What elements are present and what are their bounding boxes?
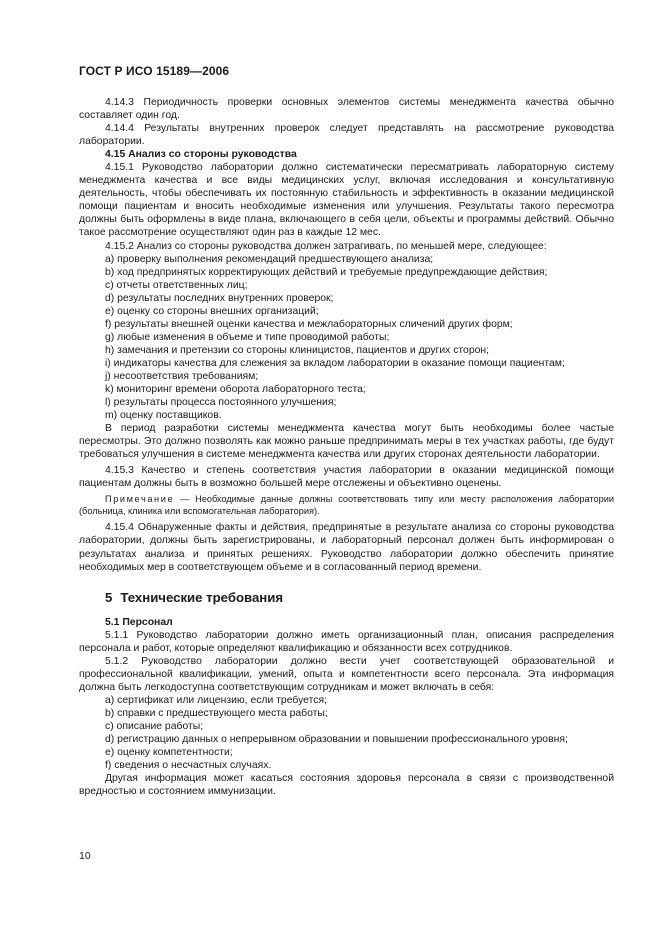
list-item: k) мониторинг времени оборота лабораторного теста; xyxy=(105,384,366,396)
list-4-15-2 xyxy=(79,253,614,423)
list-item: a) сертификат или лицензию, если требуется; xyxy=(105,694,327,706)
list-item: a) проверку выполнения рекомендаций предшествующего анализа; xyxy=(105,253,434,265)
list-item: c) отчеты ответственных лиц; xyxy=(105,279,248,291)
paragraph-period: В период разработки системы менеджмента качества могут быть необходимы более частые пересмотры. Это должно позволять как можно раньше предпринимать меры в тех участках работы, где будут требоваться улучшения в системе менеджмента качества или других сторонах деятельности лаборатории. xyxy=(79,423,614,461)
list-item: e) оценку со стороны внешних организаций; xyxy=(105,305,319,317)
list-item: g) любые изменения в объеме и типе проводимой работы; xyxy=(105,331,390,343)
list-item: h) замечания и претензии со стороны клиницистов, пациентов и других сторон; xyxy=(105,344,490,356)
paragraph-4-15-3: 4.15.3 Качество и степень соответствия участия лаборатории в оказании медицинской помощи пациентам должны быть в возможно большей мере отслежены и объективно оценены. xyxy=(79,465,614,490)
note-text: — Необходимые данные должны соответствовать типу или месту расположения лаборатории (больница, клиника или вспомогательная лаборатория). xyxy=(79,494,614,517)
list-item: f) результаты внешней оценки качества и межлабораторных сличений других форм; xyxy=(105,318,513,330)
paragraph-5-1-2: 5.1.2 Руководство лаборатории должно вести учет соответствующей образовательной и профессиональной квалификации, умений, опыта и компетентности всего персонала. Эта информация должна быть легкодоступна соответствующим сотрудникам и может включать в себя: xyxy=(79,655,614,693)
note xyxy=(79,493,614,517)
section-title: Технические требования xyxy=(120,589,284,605)
document-header: ГОСТ Р ИСО 15189—2006 xyxy=(79,64,230,78)
page-number: 10 xyxy=(79,850,91,862)
note-label: Примечание xyxy=(105,494,175,505)
list-item: j) несоответствия требованиям; xyxy=(105,370,259,382)
list-item: b) справки с предшествующего места работы; xyxy=(105,707,328,719)
paragraph-4-15-1: 4.15.1 Руководство лаборатории должно систематически пересматривать лабораторную систему менеджмента качества и все виды медицинских услуг, включая исследования и консультативную деятельность, чтобы обеспечивать их постоянную стабильность и эффективность в оказании медицинской помощи пациентам и вносить необходимые изменения или улучшения. Результаты такого пересмотра должны быть оформлены в виде плана, включающего в себя цели, объекты и программы действий. Обычно такое рассмотрение осуществляют один раз в каждые 12 мес. xyxy=(79,162,614,239)
paragraph-4-14-4: 4.14.4 Результаты внутренних проверок следует представлять на рассмотрение руководства лаборатории. xyxy=(79,123,614,148)
list-item: f) сведения о несчастных случаях. xyxy=(105,760,272,772)
paragraph-4-14-3: 4.14.3 Периодичность проверки основных элементов системы менеджмента качества обычно составляет один год. xyxy=(79,97,614,122)
list-5-1-2 xyxy=(79,694,614,772)
list-item: c) описание работы; xyxy=(105,721,204,733)
paragraph-5-1-1: 5.1.1 Руководство лаборатории должно иметь организационный план, описания распределения персонала и работ, которые определяют квалификацию и обязанности всех сотрудников. xyxy=(79,629,614,654)
list-item: b) ход предпринятых корректирующих действий и требуемые предупреждающие действия; xyxy=(105,266,548,278)
list-item: l) результаты процесса постоянного улучшения; xyxy=(105,397,337,409)
list-item: i) индикаторы качества для слежения за вкладом лаборатории в оказание помощи пациентам; xyxy=(105,357,565,369)
list-item: d) результаты последних внутренних проверок; xyxy=(105,292,334,304)
list-item: d) регистрацию данных о непрерывном образовании и повышении профессионального уровня; xyxy=(105,734,568,746)
paragraph-4-15-2: 4.15.2 Анализ со стороны руководства должен затрагивать, по меньшей мере, следующее: xyxy=(105,240,547,252)
section-number: 5 xyxy=(105,589,113,605)
paragraph-4-15-4: 4.15.4 Обнаруженные факты и действия, предпринятые в результате анализа со стороны руководства лаборатории, должны быть зарегистрированы, и лабораторный персонал должен быть информирован о результатах анализа и принятых решениях. Руководство лаборатории должно обеспечить принятие необходимых мер в соответствующем объеме и в согласованный период времени. xyxy=(79,522,614,573)
list-item: m) оценку поставщиков. xyxy=(105,410,222,422)
heading-5-1: 5.1 Персонал xyxy=(105,616,173,628)
section-5-heading xyxy=(79,591,614,604)
document-body xyxy=(79,96,614,798)
list-item: e) оценку компетентности; xyxy=(105,747,233,759)
heading-4-15: 4.15 Анализ со стороны руководства xyxy=(105,149,297,161)
paragraph-other: Другая информация может касаться состояния здоровья персонала в связи с производственной вредностью и состоянием иммунизации. xyxy=(79,773,614,798)
